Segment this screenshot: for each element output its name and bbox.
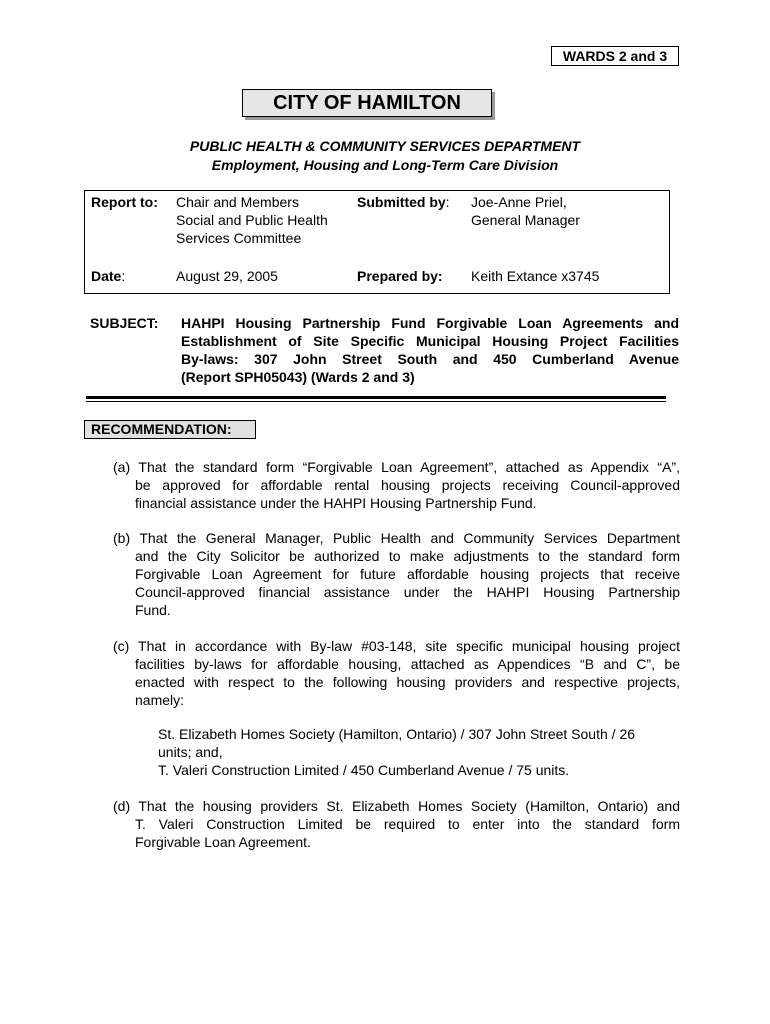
submitted-by-label: Submitted by: [357, 194, 446, 210]
report-to-line-1: Chair and Members: [176, 194, 299, 210]
report-to-label: Report to:: [91, 194, 158, 210]
submitted-by-line-2: General Manager: [471, 212, 580, 228]
date-label: Date: [91, 268, 122, 284]
submitted-by-colon: :: [445, 194, 450, 210]
recommendation-item-a: [113, 458, 680, 512]
subject-line-1: HAHPI Housing Partnership Fund Forgivable Loan Agreements and: [181, 315, 679, 331]
date-value: August 29, 2005: [176, 268, 278, 284]
prepared-by-value: Keith Extance x3745: [471, 268, 600, 284]
division-title: Employment, Housing and Long-Term Care Division: [211, 157, 559, 173]
item-d-line-3: Forgivable Loan Agreement.: [135, 834, 311, 850]
housing-providers-list: [158, 725, 680, 779]
report-to-line-3: Services Committee: [176, 230, 302, 246]
item-d-line-2: T. Valeri Construction Limited be required to enter into the standard form: [135, 816, 680, 832]
item-d-line-1: (d) That the housing providers St. Elizabeth Homes Society (Hamilton, Ontario) and: [113, 798, 680, 814]
item-b-line-1: (b) That the General Manager, Public Health and Community Services Department: [113, 530, 680, 546]
submitted-by-line-1: Joe-Anne Priel,: [471, 194, 567, 210]
department-title: PUBLIC HEALTH & COMMUNITY SERVICES DEPARTMENT: [189, 138, 581, 154]
date-label-group: [91, 267, 125, 285]
subject-line-2: Establishment of Site Specific Municipal Housing Project Facilities: [181, 333, 679, 349]
provider-line-3: T. Valeri Construction Limited / 450 Cumberland Avenue / 75 units.: [158, 762, 570, 778]
item-b-line-4: Council-approved financial assistance under the HAHPI Housing Partnership: [135, 584, 680, 600]
item-a-line-2: be approved for affordable rental housing projects receiving Council-approved: [135, 477, 680, 493]
city-title: CITY OF HAMILTON: [242, 89, 492, 117]
item-b-line-5: Fund.: [135, 602, 171, 618]
wards-label: WARDS 2 and 3: [551, 46, 679, 66]
item-c-line-1: (c) That in accordance with By-law #03-148, site specific municipal housing project: [113, 638, 680, 654]
item-a-line-3: financial assistance under the HAHPI Housing Partnership Fund.: [135, 495, 537, 511]
prepared-by-label: Prepared by:: [357, 268, 443, 284]
subject-line-3: By-laws: 307 John Street South and 450 Cumberland Avenue: [181, 351, 679, 367]
recommendation-item-b: [113, 529, 680, 619]
recommendation-item-c: [113, 637, 680, 709]
item-c-line-2: facilities by-laws for affordable housing, attached as Appendices “B and C”, be: [135, 656, 680, 672]
item-b-line-3: Forgivable Loan Agreement for future affordable housing projects that receive: [135, 566, 680, 582]
item-a-line-1: (a) That the standard form “Forgivable Loan Agreement”, attached as Appendix “A”,: [113, 459, 680, 475]
item-c-line-3: enacted with respect to the following housing providers and respective projects,: [135, 674, 680, 690]
provider-line-2: units; and,: [158, 744, 223, 760]
divider-thin: [86, 401, 666, 402]
provider-line-1: St. Elizabeth Homes Society (Hamilton, Ontario) / 307 John Street South / 26: [158, 726, 636, 742]
recommendation-item-d: [113, 797, 680, 851]
divider-thick: [86, 396, 666, 399]
report-to-line-2: Social and Public Health: [176, 212, 328, 228]
subject-label: SUBJECT:: [90, 315, 159, 331]
subject-text: [181, 314, 679, 386]
item-b-line-2: and the City Solicitor be authorized to make adjustments to the standard form: [135, 548, 680, 564]
date-colon: :: [121, 268, 126, 284]
submitted-by-label-group: [357, 193, 450, 211]
subject-line-4: (Report SPH05043) (Wards 2 and 3): [181, 369, 415, 385]
recommendation-heading: RECOMMENDATION:: [84, 420, 256, 439]
item-c-line-4: namely:: [135, 692, 185, 708]
